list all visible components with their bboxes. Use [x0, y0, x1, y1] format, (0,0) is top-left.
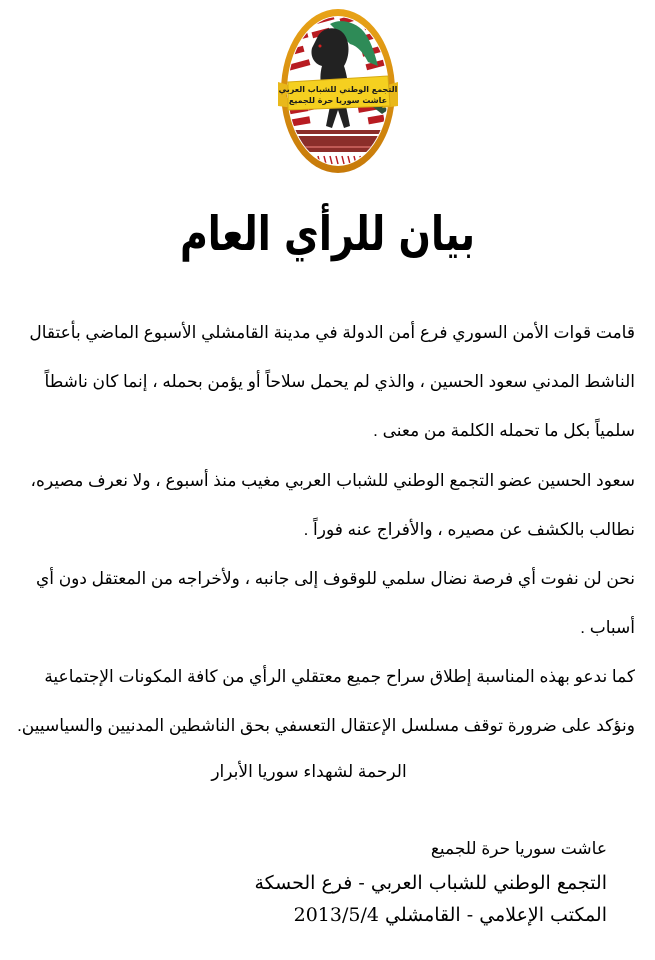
body-line: ونؤكد على ضرورة توقف مسلسل الإعتقال التعسفي بحق الناشطين المدنيين والسياسيين.: [17, 716, 635, 735]
signature-organization: التجمع الوطني للشباب العربي - فرع الحسكة: [254, 872, 607, 894]
body-line: أسباب .: [580, 618, 635, 637]
logo-ribbon: [278, 76, 398, 110]
signature-slogan: عاشت سوريا حرة للجميع: [430, 839, 607, 858]
signature-office-date: المكتب الإعلامي - القامشلي 2013/5/4: [293, 904, 607, 926]
body-line: قامت قوات الأمن السوري فرع أمن الدولة في مدينة القامشلي الأسبوع الماضي بأعتقال: [29, 323, 635, 342]
body-line: سعود الحسين عضو التجمع الوطني للشباب العربي مغيب منذ أسبوع ، ولا نعرف مصيره،: [30, 471, 635, 490]
closing-line: الرحمة لشهداء سوريا الأبرار: [211, 762, 407, 781]
body-line: نطالب بالكشف عن مصيره ، والأفراج عنه فوراً .: [303, 520, 635, 539]
organization-logo: [278, 6, 398, 176]
body-line: نحن لن نفوت أي فرصة نضال سلمي للوقوف إلى جانبه ، ولأخراجه من المعتقل دون أي: [35, 569, 635, 588]
logo-ribbon-line1: التجمع الوطني للشباب العربي: [278, 85, 398, 94]
logo-ribbon-line2: عاشت سوريا حرة للجميع: [288, 96, 388, 105]
body-line: الناشط المدني سعود الحسين ، والذي لم يحمل سلاحاً أو يؤمن بحمله ، إنما كان ناشطاً: [44, 372, 635, 391]
page-title: بيان للرأي العام: [179, 206, 476, 261]
body-line: كما ندعو بهذه المناسبة إطلاق سراح جميع معتقلي الرأي من كافة المكونات الإجتماعية: [44, 667, 635, 686]
body-line: سلمياً بكل ما تحمله الكلمة من معنى .: [373, 421, 635, 440]
